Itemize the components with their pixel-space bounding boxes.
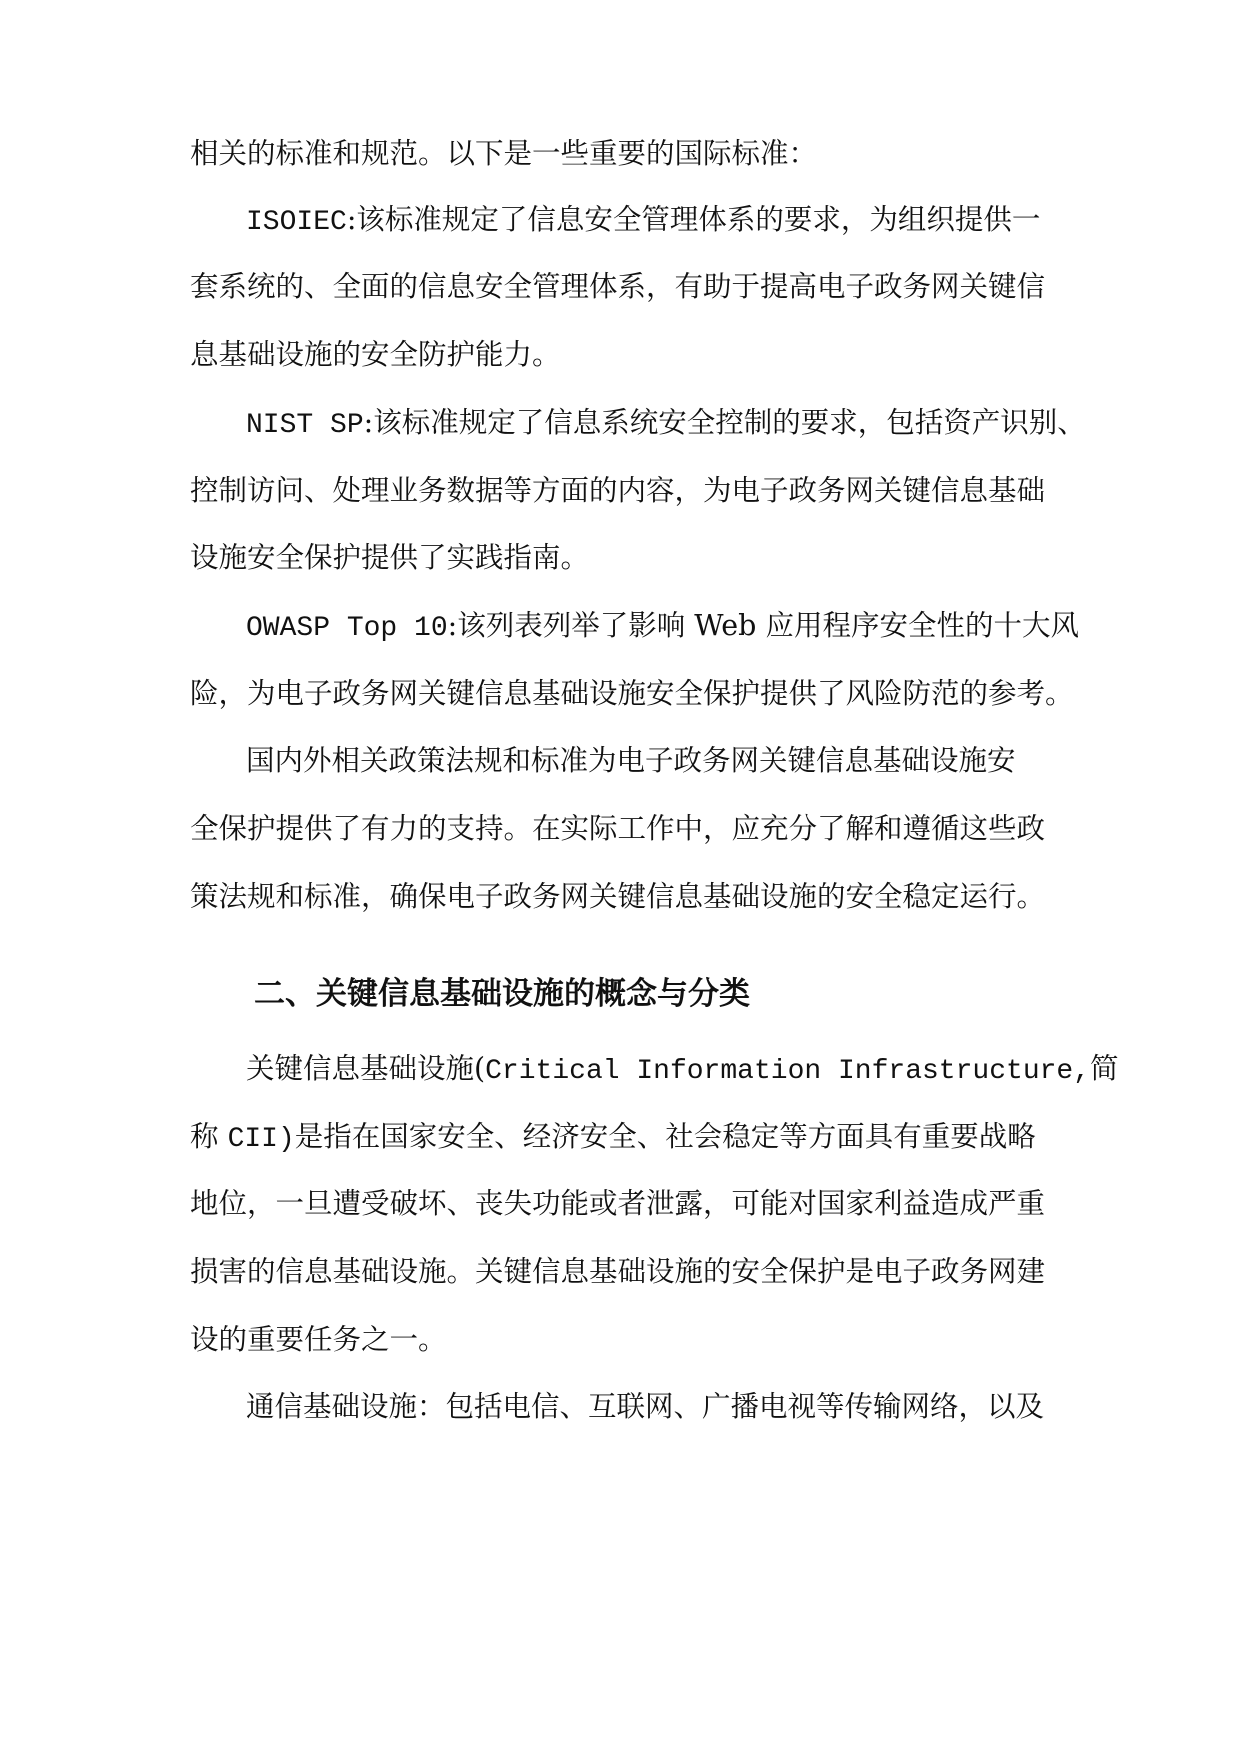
body-text-line: 设施安全保护提供了实践指南。 [190, 541, 590, 574]
standard-code: ISOIEC [246, 207, 347, 238]
body-text-line: 策法规和标准，确保电子政务网关键信息基础设施的安全稳定运行。 [190, 880, 1046, 913]
body-text-fragment: :该标准规定了信息系统安全控制的要求，包括资产识别、 [363, 406, 1086, 439]
body-text-line: 损害的信息基础设施。关键信息基础设施的安全保护是电子政务网建 [190, 1255, 1046, 1288]
body-text-line: 息基础设施的安全防护能力。 [190, 338, 561, 371]
body-text-line: 全保护提供了有力的支持。在实际工作中，应充分了解和遵循这些政 [190, 812, 1046, 845]
body-text-line: 套系统的、全面的信息安全管理体系，有助于提高电子政务网关键信 [190, 270, 1046, 303]
body-text-line [246, 598, 1079, 654]
body-text-line [246, 395, 1086, 451]
body-text-line: 险，为电子政务网关键信息基础设施安全保护提供了风险防范的参考。 [190, 677, 1074, 710]
term-english: Critical Information Infrastructure, [485, 1056, 1091, 1087]
standard-code: NIST SP [246, 410, 364, 441]
body-text-line: 国内外相关政策法规和标准为电子政务网关键信息基础设施安 [246, 744, 1016, 777]
standard-code: OWASP Top 10 [246, 613, 448, 644]
body-text-fragment: :该列表列举了影响 Web 应用程序安全性的十大风 [447, 609, 1079, 642]
body-text-line [246, 192, 1060, 248]
body-text-fragment: 是指在国家安全、经济安全、社会稳定等方面具有重要战略 [294, 1120, 1036, 1153]
body-text-line: 通信基础设施：包括电信、互联网、广播电视等传输网络，以及 [246, 1390, 1045, 1423]
section-heading: 二、关键信息基础设施的概念与分类 [254, 976, 750, 1012]
body-text-line: 地位，一旦遭受破坏、丧失功能或者泄露，可能对国家利益造成严重 [190, 1187, 1046, 1220]
body-text-line: 控制访问、处理业务数据等方面的内容，为电子政务网关键信息基础 [190, 474, 1046, 507]
body-text-line [246, 1041, 1119, 1097]
body-text-fragment: 关键信息基础设施( [246, 1052, 486, 1085]
term-abbreviation: CII) [227, 1124, 295, 1155]
body-text-fragment: :该标准规定了信息安全管理体系的要求，为组织提供一 [346, 203, 1041, 236]
body-text-line [190, 1109, 1060, 1165]
body-text-fragment: 称 [190, 1120, 228, 1153]
body-text-line: 相关的标准和规范。以下是一些重要的国际标准： [190, 137, 818, 170]
body-text-line: 设的重要任务之一。 [190, 1323, 447, 1356]
body-text-fragment: 简 [1090, 1052, 1119, 1085]
